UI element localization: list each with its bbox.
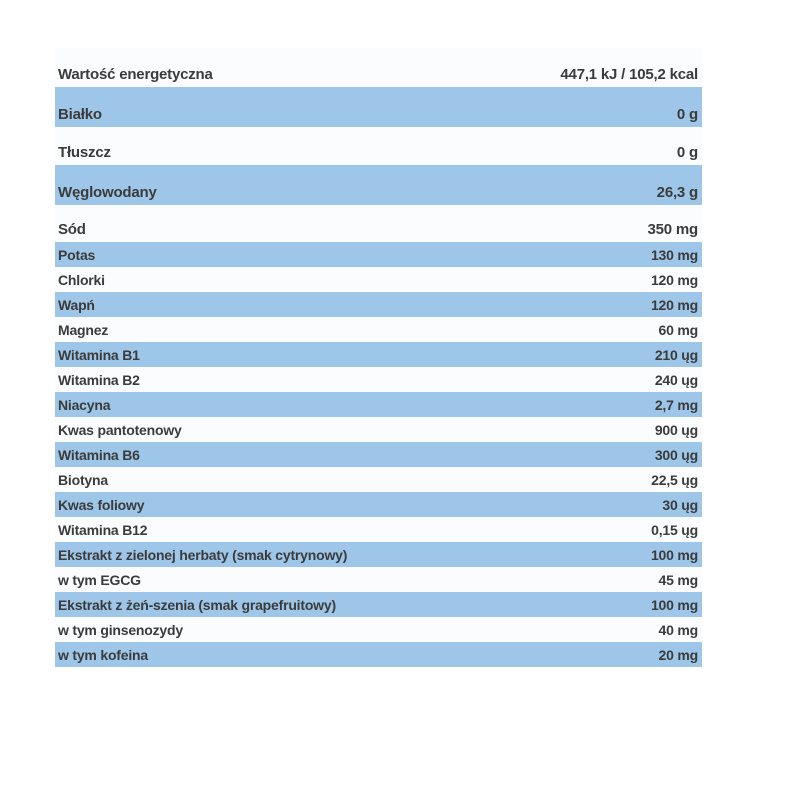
nutrient-value: 20 mg: [658, 646, 698, 663]
nutrient-label: Kwas pantotenowy: [58, 421, 182, 438]
nutrition-row: [55, 292, 702, 317]
nutrition-row: [55, 392, 702, 417]
nutrient-label: Sód: [58, 221, 86, 238]
nutrition-row: [55, 165, 702, 205]
nutrition-row: [55, 617, 702, 642]
nutrition-row: [55, 517, 702, 542]
nutrient-label: Wapń: [58, 296, 95, 313]
nutrition-row: [55, 47, 702, 87]
nutrient-label: Magnez: [58, 321, 109, 338]
nutrient-value: 210 ųg: [654, 346, 698, 363]
nutrient-label: Witamina B6: [58, 446, 140, 463]
nutrient-label: Witamina B12: [58, 521, 148, 538]
nutrition-row: [55, 442, 702, 467]
nutrition-row: [55, 317, 702, 342]
nutrient-label: Ekstrakt z zielonej herbaty (smak cytrynowy): [58, 546, 348, 563]
nutrient-label: Ekstrakt z żeń-szenia (smak grapefruitowy): [58, 596, 336, 613]
nutrient-value: 40 mg: [658, 621, 698, 638]
nutrient-label: Tłuszcz: [58, 144, 111, 161]
nutrient-value: 120 mg: [650, 271, 698, 288]
nutrient-label: w tym EGCG: [58, 571, 141, 588]
nutrient-label: Węglowodany: [58, 184, 157, 201]
nutrition-row: [55, 592, 702, 617]
nutrient-label: w tym ginsenozydy: [58, 621, 183, 638]
nutrient-value: 120 mg: [650, 296, 698, 313]
nutrient-value: 447,1 kJ / 105,2 kcal: [560, 66, 698, 83]
nutrition-row: [55, 267, 702, 292]
nutrition-row: [55, 642, 702, 667]
nutrient-label: Potas: [58, 246, 96, 263]
nutrient-value: 26,3 g: [656, 184, 698, 201]
nutrient-value: 130 mg: [650, 246, 698, 263]
nutrient-value: 900 ųg: [654, 421, 698, 438]
nutrient-value: 2,7 mg: [654, 396, 698, 413]
nutrient-label: Białko: [58, 106, 102, 123]
nutrient-value: 60 mg: [658, 321, 698, 338]
nutrition-row: [55, 342, 702, 367]
nutrient-value: 45 mg: [658, 571, 698, 588]
nutrition-row: [55, 492, 702, 517]
nutrition-row: [55, 417, 702, 442]
nutrient-value: 350 mg: [647, 221, 698, 238]
nutrient-label: Niacyna: [58, 396, 111, 413]
nutrient-value: 0 g: [676, 106, 698, 123]
nutrition-row: [55, 367, 702, 392]
nutrient-value: 300 ųg: [654, 446, 698, 463]
nutrient-value: 0,15 ųg: [651, 521, 698, 538]
nutrient-value: 100 mg: [650, 546, 698, 563]
nutrient-value: 22,5 ųg: [651, 471, 698, 488]
nutrition-row: [55, 542, 702, 567]
nutrient-label: Biotyna: [58, 471, 108, 488]
nutrition-row: [55, 87, 702, 127]
nutrition-row: [55, 127, 702, 165]
nutrition-row: [55, 467, 702, 492]
nutrient-value: 100 mg: [650, 596, 698, 613]
nutrient-label: Wartość energetyczna: [58, 66, 213, 83]
nutrition-row: [55, 567, 702, 592]
nutrient-label: Witamina B1: [58, 346, 140, 363]
nutrient-label: w tym kofeina: [58, 646, 148, 663]
nutrient-label: Chlorki: [58, 271, 105, 288]
nutrient-value: 0 g: [676, 144, 698, 161]
nutrition-table: [55, 47, 702, 667]
nutrient-label: Witamina B2: [58, 371, 140, 388]
nutrition-row: [55, 242, 702, 267]
nutrient-label: Kwas foliowy: [58, 496, 145, 513]
nutrient-value: 30 ųg: [662, 496, 698, 513]
nutrient-value: 240 ųg: [654, 371, 698, 388]
nutrition-row: [55, 205, 702, 242]
